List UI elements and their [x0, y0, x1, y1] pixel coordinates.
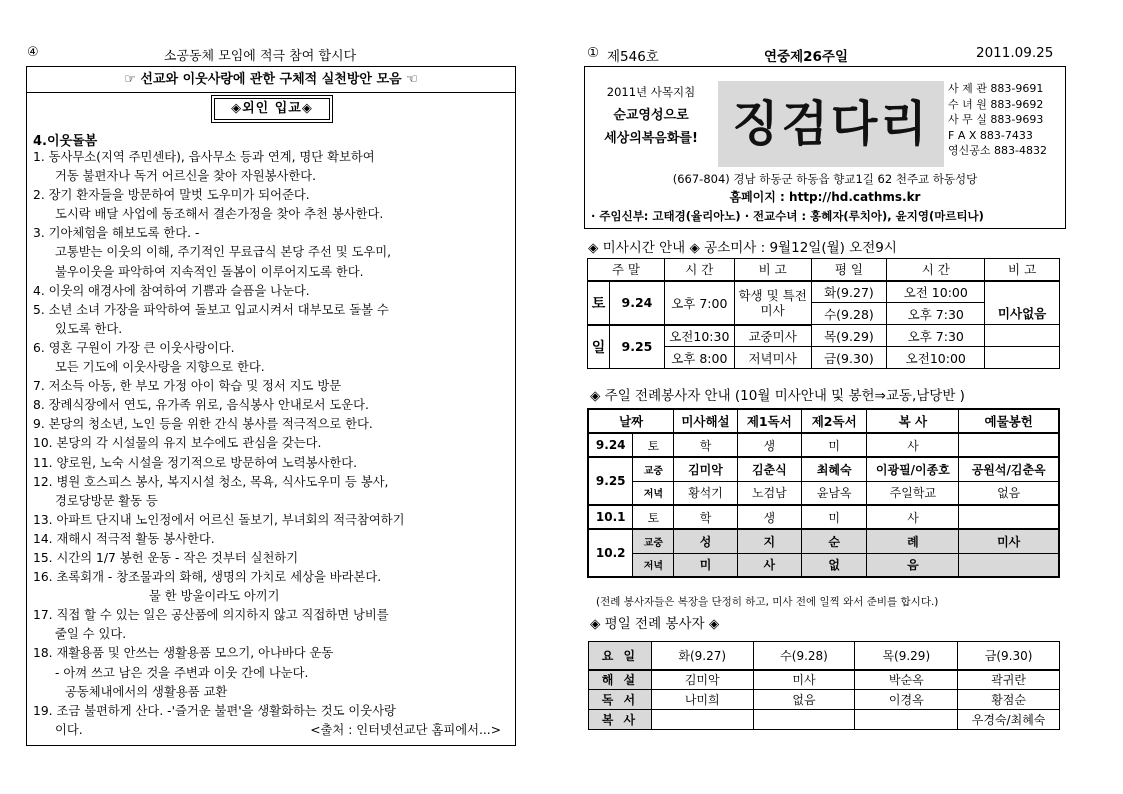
article-title: ☞ 선교와 이웃사랑에 관한 구체적 실천방안 모음 ☜ — [27, 67, 515, 93]
column-header: 비 고 — [985, 259, 1060, 281]
table-cell: 없음 — [753, 690, 855, 710]
note-cell — [985, 281, 1060, 303]
time-cell: 오전10:30 — [664, 325, 734, 347]
table-cell: 례 — [867, 529, 959, 553]
day-cell: 토 — [633, 433, 674, 457]
table-cell: 미 — [802, 433, 867, 457]
time-cell: 오후 7:00 — [664, 281, 734, 325]
table-cell: 주일학교 — [867, 481, 959, 505]
contact-item: 사 무 실 883-9693 — [948, 113, 1044, 126]
date-cell: 9.25 — [588, 457, 633, 505]
table-row — [588, 481, 1059, 505]
column-header: 화(9.27) — [651, 642, 753, 670]
time-cell: 오후 7:30 — [887, 303, 985, 325]
service-label: 저녁 — [633, 481, 674, 505]
column-header: 시 간 — [664, 259, 734, 281]
motto-line: 세상의복음화를! — [604, 131, 698, 146]
column-header: 평 일 — [811, 259, 887, 281]
note-cell: 미사없음 — [985, 303, 1060, 325]
source-citation: <출처 : 인터넷선교단 홈피에서...> — [310, 722, 501, 737]
table-cell: 우경숙/최혜숙 — [958, 710, 1060, 730]
issue-number: 제546호 — [607, 49, 659, 65]
table-row — [589, 690, 1060, 710]
table-cell: 김춘식 — [737, 457, 801, 481]
motto-line: 순교영성으로 — [613, 108, 689, 123]
table-row — [589, 710, 1060, 730]
time-cell: 오후 7:30 — [887, 325, 985, 347]
column-header: 시 간 — [887, 259, 985, 281]
list-item: 5. 소년 소녀 가장을 파악하여 돌보고 입교시켜서 대부모로 돌볼 수 — [33, 302, 389, 317]
table-cell — [959, 553, 1059, 577]
list-item: 7. 저소득 아동, 한 부모 가정 아이 학습 및 정서 지도 방문 — [33, 379, 342, 394]
date-cell: 9.24 — [588, 433, 633, 457]
service-label: 저녁 — [633, 553, 674, 577]
list-item: 불우이웃을 파악하여 지속적인 돌봄이 이루어지도록 한다. — [55, 264, 364, 279]
staff-line: · 주임신부: 고태경(율리아노) · 전교수녀 : 홍혜자(루치아), 윤지영(마르티나) — [591, 209, 984, 223]
table-row — [589, 670, 1060, 690]
weekday-cell: 목(9.29) — [811, 325, 887, 347]
logo-text: 징검다리 — [732, 96, 930, 152]
column-header: 수(9.28) — [753, 642, 855, 670]
date-cell: 9.24 — [609, 281, 664, 325]
service-label: 교중 — [633, 529, 674, 553]
date-cell: 10.1 — [588, 505, 633, 529]
week-title: 연중제26주일 — [764, 49, 848, 65]
list-item: 1. 동사무소(지역 주민센타), 읍사무소 등과 연계, 명단 확보하여 — [33, 150, 375, 164]
note-cell — [985, 347, 1060, 369]
contact-list — [948, 81, 1066, 159]
table-cell: 사 — [867, 505, 959, 529]
table-cell: 순 — [802, 529, 867, 553]
table-row — [588, 325, 1060, 347]
mass-schedule-title: ◈ 미사시간 안내 ◈ 공소미사 : 9월12일(월) 오전9시 — [588, 240, 897, 256]
contact-item: F A X 883-7433 — [948, 128, 1033, 142]
list-item: 12. 병원 호스피스 봉사, 복지시설 청소, 목욕, 식사도우미 등 봉사, — [33, 474, 389, 489]
table-header-row — [588, 259, 1060, 281]
time-cell: 오전 10:00 — [887, 281, 985, 303]
weekday-server-table — [588, 641, 1060, 730]
column-header: 예물봉헌 — [959, 409, 1059, 433]
column-header: 복 사 — [867, 409, 959, 433]
time-cell: 오후 8:00 — [664, 347, 734, 369]
table-cell: 음 — [867, 553, 959, 577]
masthead — [584, 66, 1066, 229]
weekday-server-title: ◈ 평일 전례 봉사자 ◈ — [590, 616, 720, 632]
service-label: 교중 — [633, 457, 674, 481]
mass-schedule-table — [587, 258, 1060, 369]
weekday-cell: 금(9.30) — [811, 347, 887, 369]
homepage-link[interactable]: 홈페이지 : http://hd.cathms.kr — [729, 190, 921, 204]
list-item: 경로당방문 활동 등 — [55, 493, 158, 508]
table-row — [588, 553, 1059, 577]
practice-list — [33, 148, 513, 740]
list-item: 모든 기도에 이웃사랑을 지향으로 한다. — [55, 360, 265, 375]
list-item: 고통받는 이웃의 이해, 주기적인 무료급식 본당 주선 및 도우미, — [55, 245, 392, 260]
list-item: 2. 장기 환자들을 방문하여 말벗 도우미가 되어준다. — [33, 188, 310, 203]
list-item: 도시락 배달 사업에 동조해서 결손가정을 찾아 추천 봉사한다. — [55, 207, 384, 222]
table-cell: 이경옥 — [855, 690, 958, 710]
column-header: 목(9.29) — [855, 642, 958, 670]
list-item: 13. 아파트 단지내 노인정에서 어르신 돌보기, 부녀회의 적극참여하기 — [33, 512, 405, 527]
column-header: 미사해설 — [674, 409, 737, 433]
column-header: 주 말 — [588, 259, 665, 281]
table-cell: 황석기 — [674, 481, 737, 505]
day-cell: 일 — [588, 325, 610, 369]
list-item: 물 한 방울이라도 아끼기 — [149, 589, 280, 604]
date-cell: 9.25 — [609, 325, 664, 369]
article-box — [26, 66, 516, 746]
table-cell: 미사 — [959, 529, 1059, 553]
table-cell — [959, 433, 1059, 457]
table-row — [588, 433, 1059, 457]
left-page-header: 소공동체 모임에 적극 참여 합시다 — [163, 49, 357, 64]
column-header: 비 고 — [734, 259, 811, 281]
list-item-text: 이다. — [55, 722, 83, 737]
row-label: 독 서 — [589, 690, 652, 710]
table-header-row — [589, 642, 1060, 670]
note-cell: 저녁미사 — [734, 347, 811, 369]
table-cell: 노검남 — [737, 481, 801, 505]
column-header: 날짜 — [588, 409, 674, 433]
row-label: 요 일 — [589, 642, 652, 670]
parish-address: (667-804) 경남 하동군 하동읍 향교1길 62 천주교 하동성당 — [672, 172, 978, 186]
table-cell: 생 — [737, 433, 801, 457]
list-item: 8. 장례식장에서 연도, 유가족 위로, 음식봉사 안내로서 도운다. — [33, 398, 369, 413]
list-item: 있도록 한다. — [55, 321, 123, 336]
table-cell: 곽귀란 — [958, 670, 1060, 690]
column-header: 금(9.30) — [958, 642, 1060, 670]
pastoral-motto — [589, 81, 713, 171]
list-item: 15. 시간의 1/7 봉헌 운동 - 작은 것부터 실천하기 — [33, 550, 299, 565]
contact-item: 영신공소 883-4832 — [948, 144, 1047, 157]
contact-item: 수 녀 원 883-9692 — [948, 97, 1044, 111]
table-cell: 최혜숙 — [802, 457, 867, 481]
note-cell: 학생 및 특전미사 — [734, 281, 811, 325]
table-cell: 윤남옥 — [802, 481, 867, 505]
table-cell — [753, 710, 855, 730]
table-cell: 나미희 — [651, 690, 753, 710]
list-item: 거동 불편자나 독거 어르신을 찾아 자원봉사한다. — [55, 169, 317, 184]
table-header-row — [588, 409, 1059, 433]
table-cell — [651, 710, 753, 730]
table-cell: 미 — [674, 553, 737, 577]
page-number-right: ① — [587, 45, 600, 61]
list-item: 3. 기아체험을 해보도록 한다. - — [33, 226, 200, 241]
list-item: 공동체내에서의 생활용품 교환 — [65, 684, 228, 699]
server-schedule-title: ◈ 주일 전례봉사자 안내 (10월 미사안내 및 봉헌⇒교동,남당반 ) — [590, 388, 965, 404]
table-row — [588, 529, 1059, 553]
list-item: 9. 본당의 청소년, 노인 등을 위한 간식 봉사를 적극적으로 한다. — [33, 417, 373, 432]
page-number-left: ④ — [27, 45, 39, 60]
bulletin-logo — [718, 81, 944, 167]
weekday-cell: 수(9.28) — [811, 303, 887, 325]
time-cell: 오전10:00 — [887, 347, 985, 369]
table-row — [588, 457, 1059, 481]
note-cell: 교중미사 — [734, 325, 811, 347]
table-cell: 미사 — [753, 670, 855, 690]
day-cell: 토 — [633, 505, 674, 529]
row-label: 복 사 — [589, 710, 652, 730]
server-schedule-table — [587, 408, 1060, 578]
table-cell: 성 — [674, 529, 737, 553]
table-cell: 공원석/김춘옥 — [959, 457, 1059, 481]
table-cell: 이광필/이종호 — [867, 457, 959, 481]
section-heading: 4.이웃돌봄 — [33, 134, 98, 149]
list-item: 11. 양로원, 노숙 시설을 정기적으로 방문하여 노력봉사한다. — [33, 455, 358, 470]
column-header: 제1독서 — [737, 409, 801, 433]
table-cell: 김미악 — [651, 670, 753, 690]
list-item: 10. 본당의 각 시설물의 유지 보수에도 관심을 갖는다. — [33, 436, 322, 451]
table-cell: 생 — [737, 505, 801, 529]
list-item: 17. 직접 할 수 있는 일은 공산품에 의지하지 않고 직접하면 낭비를 — [33, 608, 389, 623]
table-cell — [959, 505, 1059, 529]
list-item: 4. 이웃의 애경사에 참여하여 기쁨과 슬픔을 나눈다. — [33, 283, 310, 298]
list-item: - 아껴 쓰고 남은 것을 주변과 이웃 간에 나눈다. — [55, 665, 309, 680]
table-cell: 사 — [867, 433, 959, 457]
server-note: (전례 봉사자들은 복장을 단정히 하고, 미사 전에 일찍 와서 준비를 합시다.) — [596, 596, 939, 608]
table-cell: 사 — [737, 553, 801, 577]
table-cell: 없음 — [959, 481, 1059, 505]
article-subtitle: ◈외인 입교◈ — [214, 98, 330, 120]
table-cell: 김미악 — [674, 457, 737, 481]
column-header: 제2독서 — [802, 409, 867, 433]
list-item: 18. 재활용품 및 안쓰는 생활용품 모으기, 아나바다 운동 — [33, 646, 334, 661]
table-cell: 학 — [674, 505, 737, 529]
weekday-cell: 화(9.27) — [811, 281, 887, 303]
table-row — [588, 281, 1060, 303]
note-cell — [985, 325, 1060, 347]
table-cell: 미 — [802, 505, 867, 529]
table-cell: 황점순 — [958, 690, 1060, 710]
table-cell: 학 — [674, 433, 737, 457]
contact-item: 사 제 관 883-9691 — [948, 82, 1044, 95]
motto-label: 2011년 사목지침 — [606, 85, 696, 99]
bulletin-date: 2011.09.25 — [976, 45, 1054, 61]
date-cell: 10.2 — [588, 529, 633, 577]
table-cell — [855, 710, 958, 730]
day-cell: 토 — [588, 281, 610, 325]
table-cell: 없 — [802, 553, 867, 577]
list-item: 16. 초록회개 - 창조물과의 화해, 생명의 가치로 세상을 바라본다. — [33, 570, 382, 585]
list-item: 6. 영혼 구원이 가장 큰 이웃사랑이다. — [33, 340, 235, 355]
list-item — [33, 721, 513, 740]
list-item: 줄일 수 있다. — [55, 627, 127, 642]
list-item: 14. 재해시 적극적 활동 봉사한다. — [33, 531, 215, 546]
row-label: 해 설 — [589, 670, 652, 690]
table-cell: 지 — [737, 529, 801, 553]
table-row — [588, 505, 1059, 529]
table-cell: 박순옥 — [855, 670, 958, 690]
list-item: 19. 조금 불편하게 산다. -'즐거운 불편'을 생활화하는 것도 이웃사랑 — [33, 703, 396, 718]
